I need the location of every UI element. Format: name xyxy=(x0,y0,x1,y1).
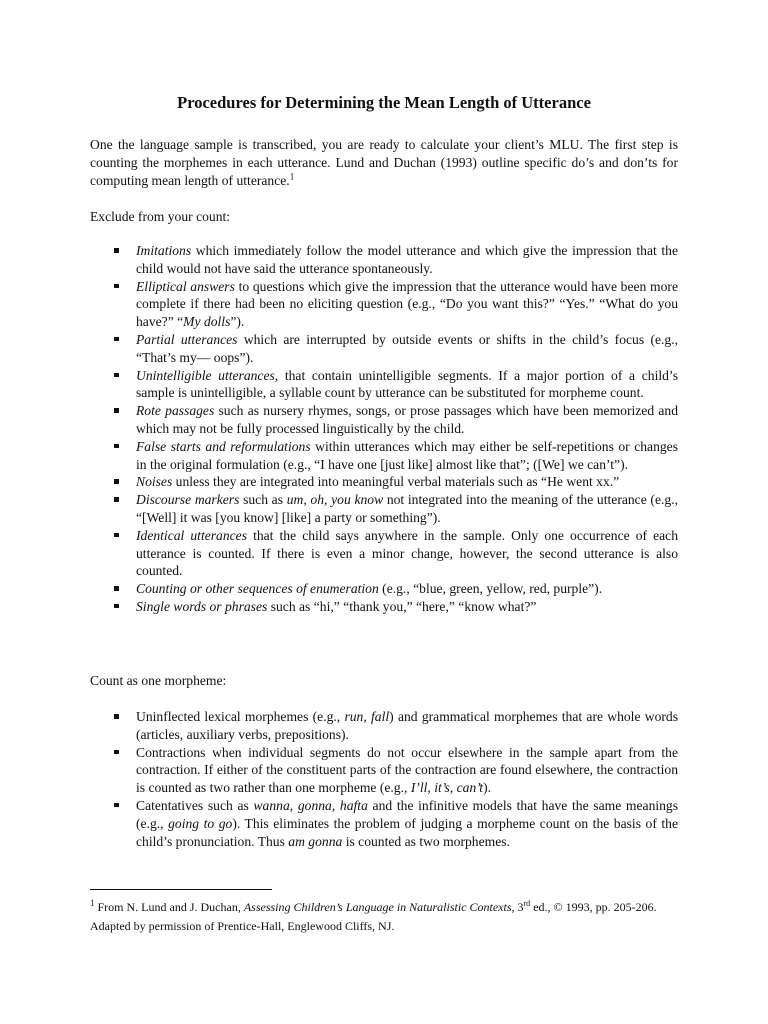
intro-paragraph xyxy=(90,136,678,190)
exclude-item-discourse-markers: Discourse markers such as um, oh, you know not integrated into the meaning of the utterance (e.g., “[Well] it was [you know] [like] a party or something”). xyxy=(90,491,678,527)
exclude-item-counting-sequences: Counting or other sequences of enumeration (e.g., “blue, green, yellow, red, purple”). xyxy=(90,580,678,598)
exclude-item-unintelligible-utterances: Unintelligible utterances, that contain unintelligible segments. If a major portion of a child’s sample is unintelligible, a syllable count by utterance can be substituted for morpheme count. xyxy=(90,367,678,403)
exclude-item-single-words: Single words or phrases such as “hi,” “thank you,” “here,” “know what?” xyxy=(90,598,678,616)
exclude-item-false-starts: False starts and reformulations within utterances which may either be self-repetitions or changes in the original formulation (e.g., “I have one [just like] almost like that”; ([We] we can’t”). xyxy=(90,438,678,474)
exclude-item-rote-passages: Rote passages such as nursery rhymes, songs, or prose passages which have been memorized and which may not be fully processed linguistically by the child. xyxy=(90,402,678,438)
exclude-item-identical-utterances: Identical utterances that the child says anywhere in the sample. Only one occurrence of each utterance is counted. If there is even a minor change, however, the second utterance is also counted. xyxy=(90,527,678,580)
count-item-catentatives: Catentatives such as wanna, gonna, hafta and the infinitive models that have the same meanings (e.g., going to go). This eliminates the problem of judging a morpheme count on the basis of the child’s pronunciation. Thus am gonna is counted as two morphemes. xyxy=(90,797,678,850)
exclude-item-noises: Noises unless they are integrated into meaningful verbal materials such as “He went xx.” xyxy=(90,473,678,491)
footnote-reference: 1 xyxy=(289,171,295,182)
exclude-item-imitations: Imitations which immediately follow the model utterance and which give the impression that the child would not have said the utterance spontaneously. xyxy=(90,242,678,278)
footnote-book-title: Assessing Children’s Language in Naturalistic Contexts, xyxy=(243,900,515,914)
exclude-item-partial-utterances: Partial utterances which are interrupted by outside events or shifts in the child’s focus (e.g., “That’s my— oops”). xyxy=(90,331,678,367)
page-title: Procedures for Determining the Mean Length of Utterance xyxy=(177,93,591,112)
footnote: $^1$ From N. Lund and J. Duchan, Assessing Children’s Language in Naturalistic Contexts, 3rd ed., © 1993, pp. 205-206. Adapted by permission of Prentice-Hall, Englewood Cliffs, NJ. xyxy=(90,898,657,933)
footnote-divider xyxy=(90,889,272,890)
exclude-list xyxy=(90,242,678,616)
exclude-item-elliptical-answers: Elliptical answers to questions which give the impression that the utterance would have been more complete if there had been no eliciting question (e.g., “Do you want this?” “Yes.” “What do you have?” “My dolls”). xyxy=(90,278,678,331)
count-heading: Count as one morpheme: xyxy=(90,673,227,688)
intro-text: One the language sample is transcribed, you are ready to calculate your client’s MLU. The first step is counting the morphemes in each utterance. Lund and Duchan (1993) outline specific do’s and don’ts for computing mean length of utterance. xyxy=(90,137,678,188)
count-item-uninflected-morphemes: Uninflected lexical morphemes (e.g., run, fall) and grammatical morphemes that are whole words (articles, auxiliary verbs, prepositions). xyxy=(90,708,678,744)
count-item-contractions: Contractions when individual segments do not occur elsewhere in the sample apart from the contraction. If either of the constituent parts of the contraction are found elsewhere, the contraction is counted as two rather than one morpheme (e.g., I’ll, it’s, can’t). xyxy=(90,744,678,797)
count-list xyxy=(90,708,678,850)
exclude-heading: Exclude from your count: xyxy=(90,209,231,224)
footnote-mark: 1 xyxy=(90,898,95,908)
